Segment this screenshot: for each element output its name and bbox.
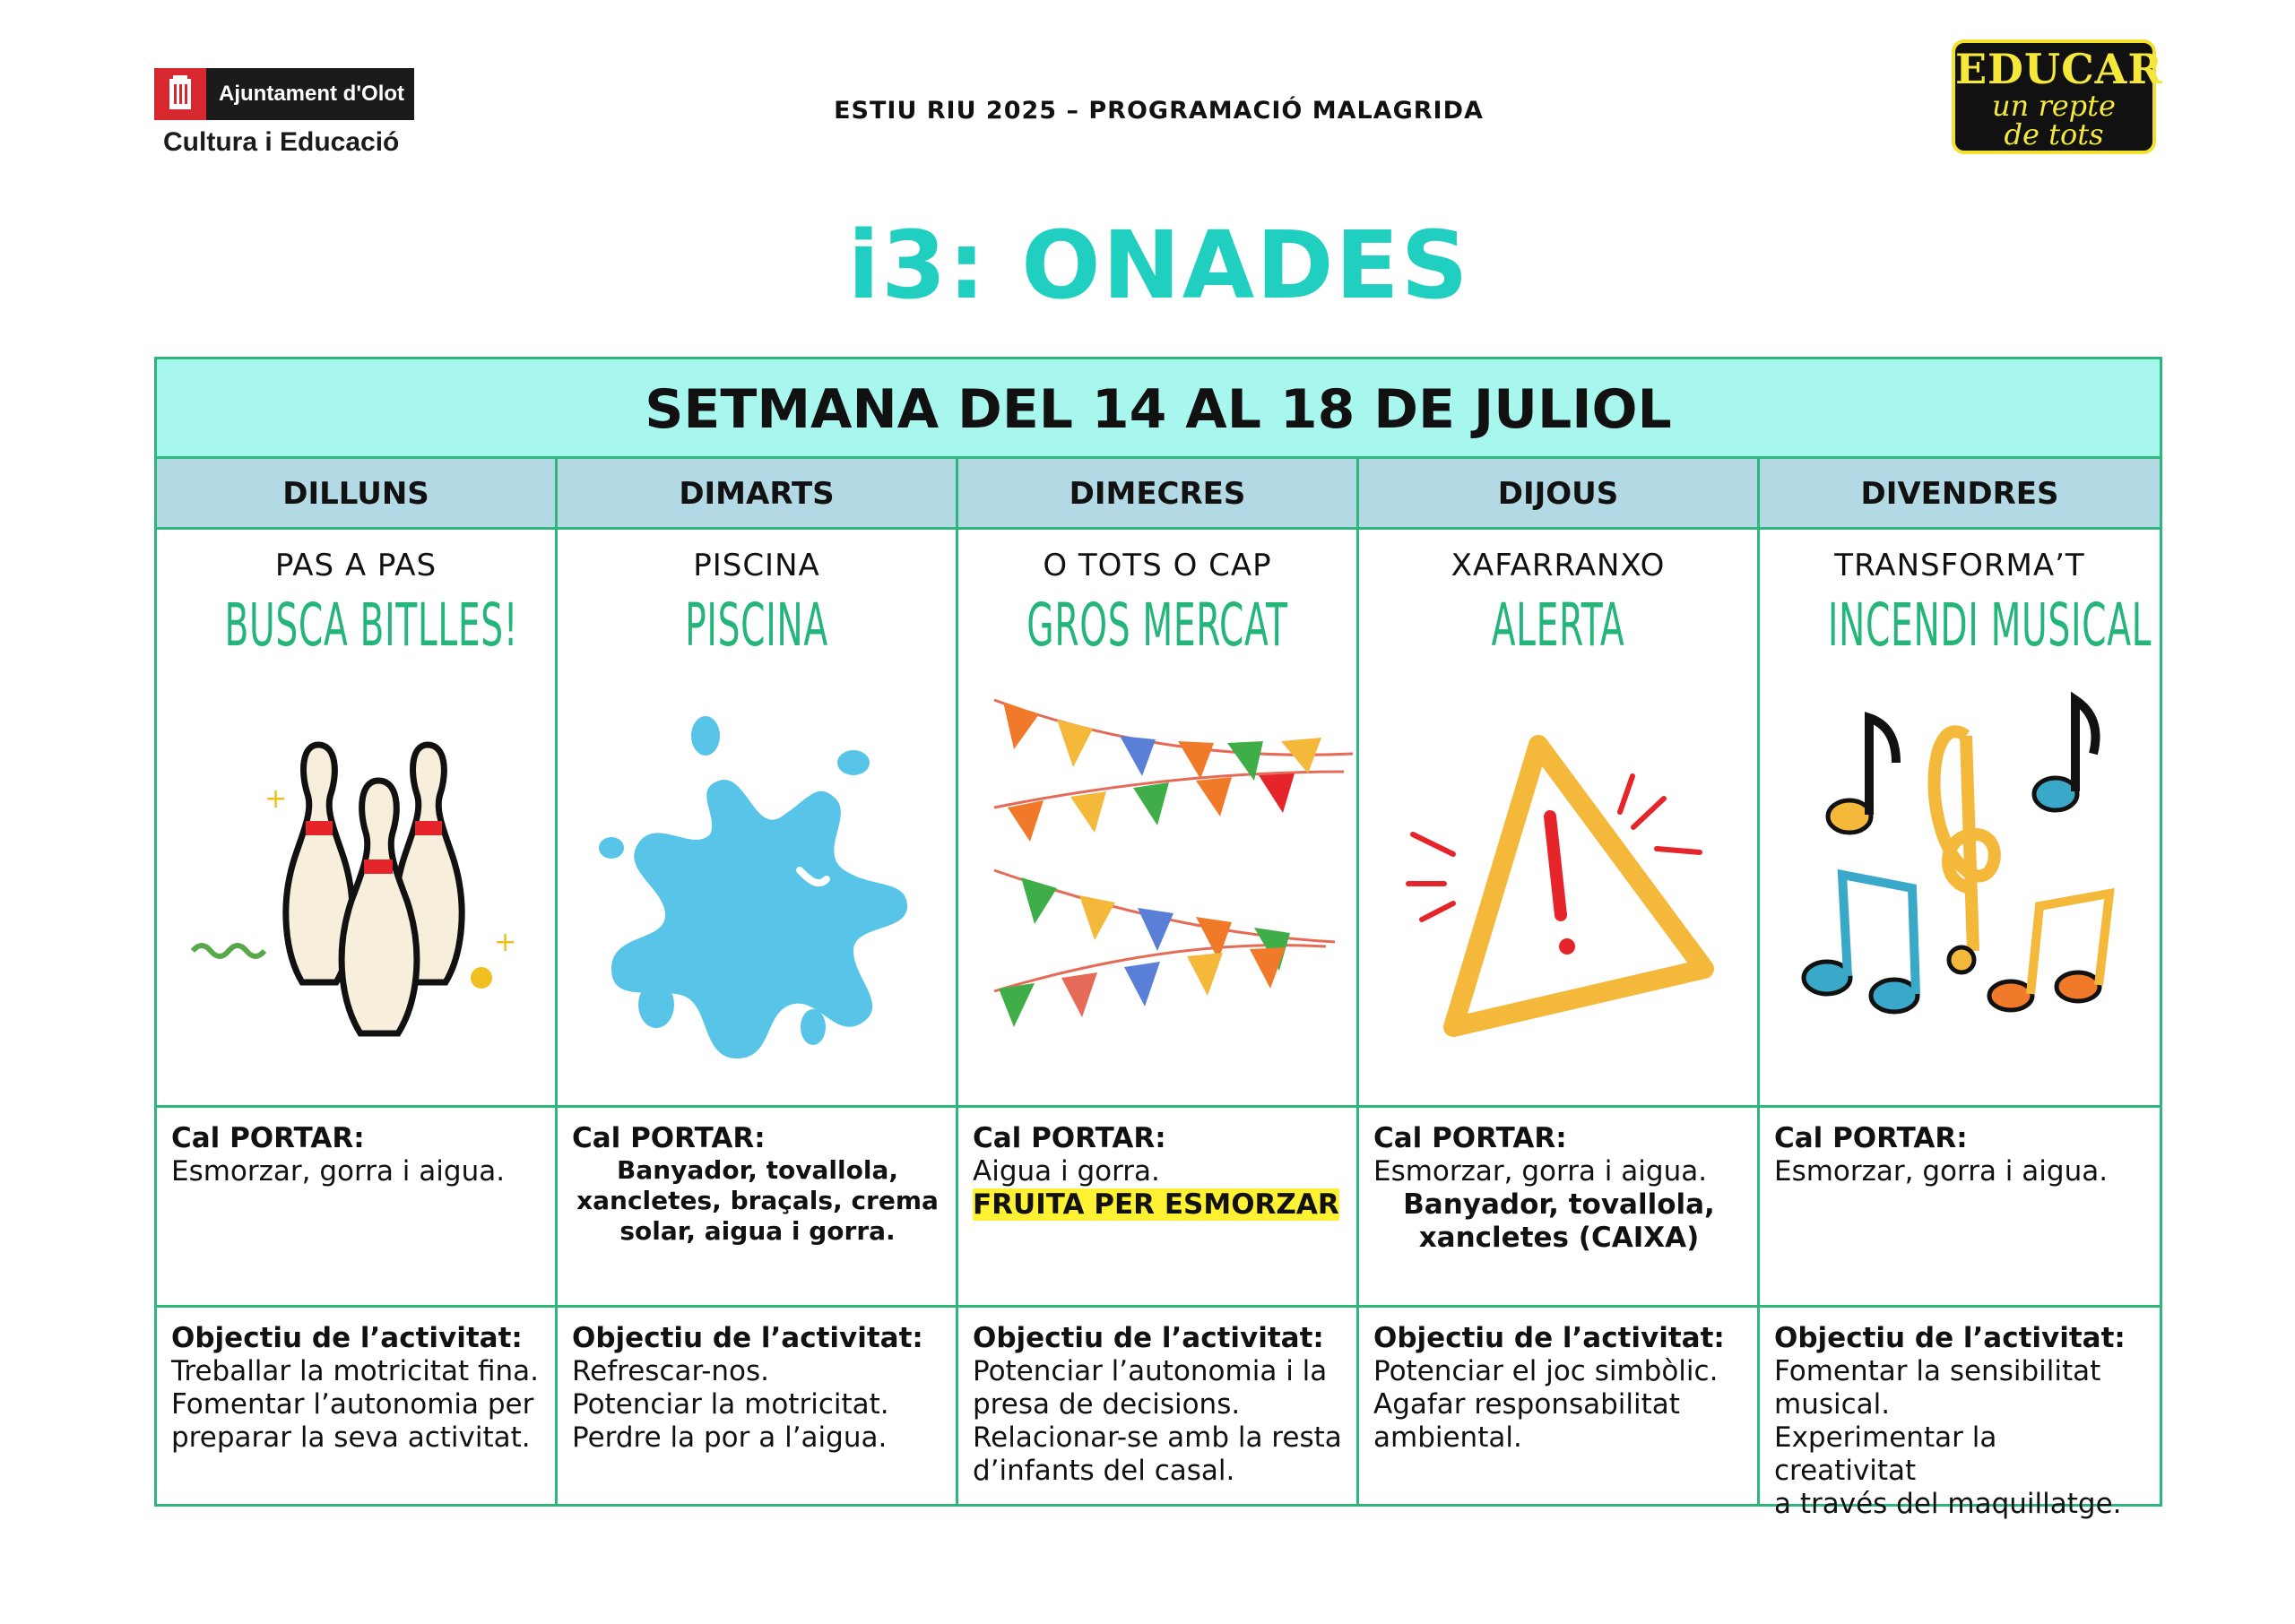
day-header-friday: DIVENDRES: [1860, 476, 2059, 512]
activity-name: ALERTA: [1491, 591, 1625, 660]
activity-cell-thursday: [1359, 530, 1760, 1105]
activity-category: TRANSFORMA’T: [1834, 548, 2085, 583]
objective-label: Objectiu de l’activitat:: [973, 1322, 1324, 1354]
objective-label: Objectiu de l’activitat:: [1774, 1322, 2126, 1354]
objective-cell-thursday: [1359, 1308, 1760, 1504]
objective-line: Perdre la por a l’aigua.: [572, 1421, 888, 1454]
objective-line: Experimentar la creativitat: [1774, 1421, 1997, 1487]
day-header-monday: DILLUNS: [157, 459, 558, 527]
educar-line-2: un repte: [1992, 89, 2116, 123]
objective-line: Potenciar l’autonomia i la: [973, 1355, 1328, 1387]
document-header: ESTIU RIU 2025 – PROGRAMACIÓ MALAGRIDA: [834, 97, 1484, 125]
activity-cell-wednesday: [958, 530, 1359, 1105]
activity-cell-tuesday: [558, 530, 958, 1105]
bring-label: Cal PORTAR:: [572, 1122, 766, 1154]
bring-row: [157, 1108, 2160, 1308]
bring-label: Cal PORTAR:: [973, 1122, 1166, 1154]
objective-line: preparar la seva activitat.: [171, 1421, 531, 1454]
objective-line: d’infants del casal.: [973, 1455, 1235, 1487]
activity-name: PISCINA: [685, 591, 828, 660]
day-header-tuesday: DIMARTS: [558, 459, 958, 527]
svg-text:+: +: [264, 783, 288, 815]
bring-line: Banyador, tovallola,: [1403, 1188, 1715, 1221]
activity-row: [157, 530, 2160, 1108]
objective-cell-monday: [157, 1308, 558, 1504]
educar-line-1: EDUCAR: [1955, 45, 2163, 93]
objective-line: Refrescar-nos.: [572, 1355, 770, 1387]
day-header-wednesday: DIMECRES: [958, 459, 1359, 527]
bring-cell-thursday: [1359, 1108, 1760, 1305]
educar-logo: [1952, 39, 2163, 154]
bring-highlight: FRUITA PER ESMORZAR: [973, 1188, 1339, 1221]
music-notes-icon: [1760, 682, 2160, 1076]
bring-text: Esmorzar, gorra i aigua.: [171, 1155, 506, 1188]
bring-cell-tuesday: [558, 1108, 958, 1305]
objective-label: Objectiu de l’activitat:: [1373, 1322, 1725, 1354]
bring-text: Esmorzar, gorra i aigua.: [1373, 1155, 1708, 1188]
activity-name: INCENDI MUSICAL: [1827, 591, 2152, 660]
bring-label: Cal PORTAR:: [1373, 1122, 1567, 1154]
bring-line: xancletes, braçals, crema: [576, 1186, 939, 1215]
day-header-thursday: DIJOUS: [1359, 459, 1760, 527]
bring-label: Cal PORTAR:: [171, 1122, 365, 1154]
objective-line: ambiental.: [1373, 1421, 1522, 1454]
objective-cell-wednesday: [958, 1308, 1359, 1504]
objective-line: Treballar la motricitat fina.: [171, 1355, 539, 1387]
activity-category: PAS A PAS: [274, 548, 437, 583]
activity-cell-monday: [157, 530, 558, 1105]
bunting-flags-icon: [958, 682, 1356, 1076]
bring-line: solar, aigua i gorra.: [619, 1216, 896, 1246]
bring-cell-monday: [157, 1108, 558, 1305]
days-header-row: [157, 459, 2160, 530]
educar-line-3: de tots: [2004, 117, 2104, 151]
org-department: Cultura i Educació: [163, 127, 400, 157]
activity-name: BUSCA BITLLES!: [224, 591, 519, 660]
objective-label: Objectiu de l’activitat:: [171, 1322, 523, 1354]
objective-line: Potenciar el joc simbòlic.: [1373, 1355, 1719, 1387]
objective-line: presa de decisions.: [973, 1388, 1241, 1421]
activity-cell-friday: [1760, 530, 2160, 1105]
bring-label: Cal PORTAR:: [1774, 1122, 1968, 1154]
activity-category: PISCINA: [693, 548, 820, 583]
objective-line: Agafar responsabilitat: [1373, 1388, 1680, 1421]
warning-triangle-icon: [1359, 682, 1757, 1076]
water-splash-icon: [558, 682, 956, 1076]
bring-text: Esmorzar, gorra i aigua.: [1774, 1155, 2109, 1188]
bring-line: xancletes (CAIXA): [1418, 1222, 1700, 1254]
bowling-pins-icon: [157, 682, 555, 1076]
activity-category: O TOTS O CAP: [1043, 548, 1272, 583]
objective-line: a través del maquillatge.: [1774, 1488, 2122, 1520]
objective-line: musical.: [1774, 1388, 1891, 1421]
objective-label: Objectiu de l’activitat:: [572, 1322, 923, 1354]
objective-cell-friday: [1760, 1308, 2160, 1520]
org-name: Ajuntament d'Olot: [206, 68, 414, 120]
activity-category: XAFARRANXO: [1451, 548, 1666, 583]
weekly-schedule-table: [154, 357, 2162, 1520]
objective-line: Potenciar la motricitat.: [572, 1388, 889, 1421]
svg-text:+: +: [494, 927, 517, 958]
bring-line: Banyador, tovallola,: [616, 1155, 898, 1185]
page-title: i3: ONADES: [847, 211, 1470, 320]
week-title: SETMANA DEL 14 AL 18 DE JULIOL: [157, 359, 2160, 459]
objective-line: Relacionar-se amb la resta: [973, 1421, 1342, 1454]
activity-name: GROS MERCAT: [1026, 591, 1288, 660]
objective-row: [157, 1308, 2160, 1520]
objective-line: Fomentar la sensibilitat: [1774, 1355, 2101, 1387]
objective-line: Fomentar l’autonomia per: [171, 1388, 534, 1421]
bring-cell-wednesday: [958, 1108, 1359, 1305]
bring-cell-friday: [1760, 1108, 2160, 1305]
objective-cell-tuesday: [558, 1308, 958, 1504]
bring-text: Aigua i gorra.: [973, 1155, 1160, 1188]
